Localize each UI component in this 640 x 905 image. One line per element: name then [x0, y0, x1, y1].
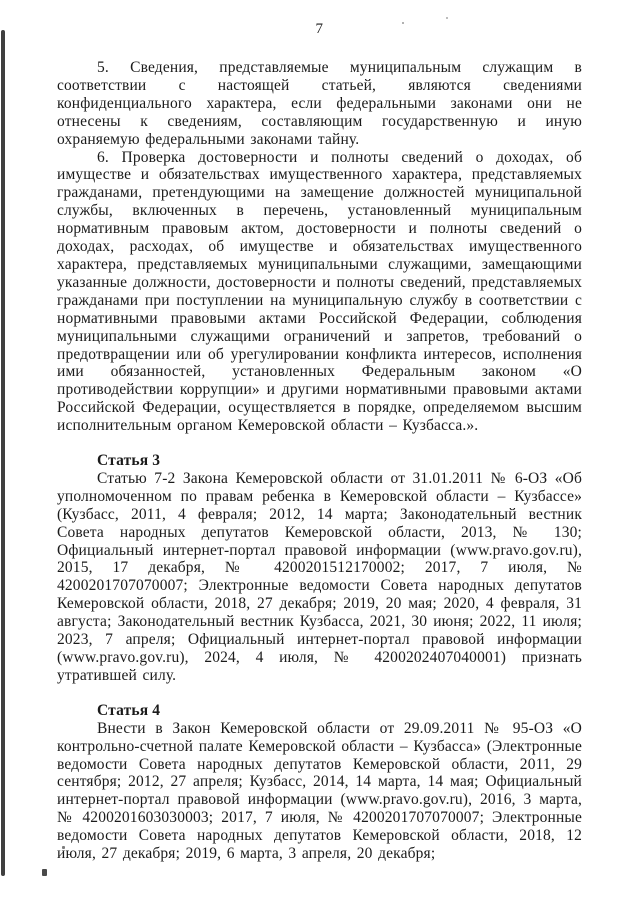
article-4-heading: Статья 4	[97, 701, 161, 719]
article-4-body-paragraph: Внести в Закон Кемеровской области от 29.09.2011 № 95-ОЗ «О контрольно-счетной палате Кемеровской области – Кузбасса» (Электронные ведомости Совета народных депутатов Кемеровской области, 2011, 29 сентября; 2012, 27 апреля; Кузбасс, 2014, 14 марта, 14 мая; Официальный интернет-портал правовой информации (www.pravo.gov.ru), 2016, 3 марта, № 4200201603030003; 2017, 7 июля, № 4200201707070007; Электронные ведомости Совета народных депутатов Кемеровской области, 2018, 12 июля, 27 декабря; 2019, 6 марта, 3 апреля, 20 декабря;	[57, 719, 582, 863]
article-3-body-paragraph: Статью 7-2 Закона Кемеровской области от 31.01.2011 № 6-ОЗ «Об уполномоченном по правам ребенка в Кемеровской области – Кузбассе» (Кузбасс, 2011, 4 февраля; 2012, 14 марта; Законодательный вестник Совета народных депутатов Кемеровской области, 2013, № 130; Официальный интернет-портал правовой информации (www.pravo.gov.ru), 2015, 17 декабря, № 4200201512170002; 2017, 7 июля, № 4200201707070007; Электронные ведомости Совета народных депутатов Кемеровской области, 2018, 27 декабря; 2019, 20 мая; 2020, 4 февраля, 31 августа; Законодательный вестник Кузбасса, 2021, 30 июня; 2022, 11 июля; 2023, 7 апреля; Официальный интернет-портал правовой информации (www.pravo.gov.ru), 2024, 4 июля, № 4200202407040001) признать утратившей силу.	[57, 469, 582, 684]
scan-artifact-left-edge-line	[1, 30, 5, 876]
article-3-heading: Статья 3	[97, 452, 161, 470]
paragraph-clause-5: 5. Сведения, представляемые муниципальным служащим в соответствии с настоящей статьей, являются сведениями конфиденциального характера, если федеральными законами они не отнесены к сведениям, составляющим государственную и иную охраняемую федеральными законами тайну.	[57, 59, 582, 148]
scan-speck	[446, 17, 448, 19]
document-text-block	[57, 20, 582, 863]
scan-speck	[42, 869, 47, 876]
page-number: 7	[315, 21, 324, 37]
paragraph-clause-6: 6. Проверка достоверности и полноты сведений о доходах, об имуществе и обязательствах имущественного характера, представляемых гражданами, претендующими на замещение должностей муниципальной службы, включенных в перечень, установленный муниципальным нормативным правовым актом, достоверности и полноты сведений о доходах, расходах, об имуществе и обязательствах имущественного характера, представляемых муниципальными служащими, замещающими указанные должности, достоверности и полноты сведений, представляемых гражданами при поступлении на муниципальную службу в соответствии с нормативными правовыми актами Российской Федерации, соблюдения муниципальными служащими ограничений и запретов, требований о предотвращении или об урегулировании конфликта интересов, исполнения ими обязанностей, установленных Федеральным законом «О противодействии коррупции» и другими нормативными правовыми актами Российской Федерации, осуществляется в порядке, определяемом высшим исполнительным органом Кемеровской области – Кузбасса.».	[57, 148, 582, 435]
